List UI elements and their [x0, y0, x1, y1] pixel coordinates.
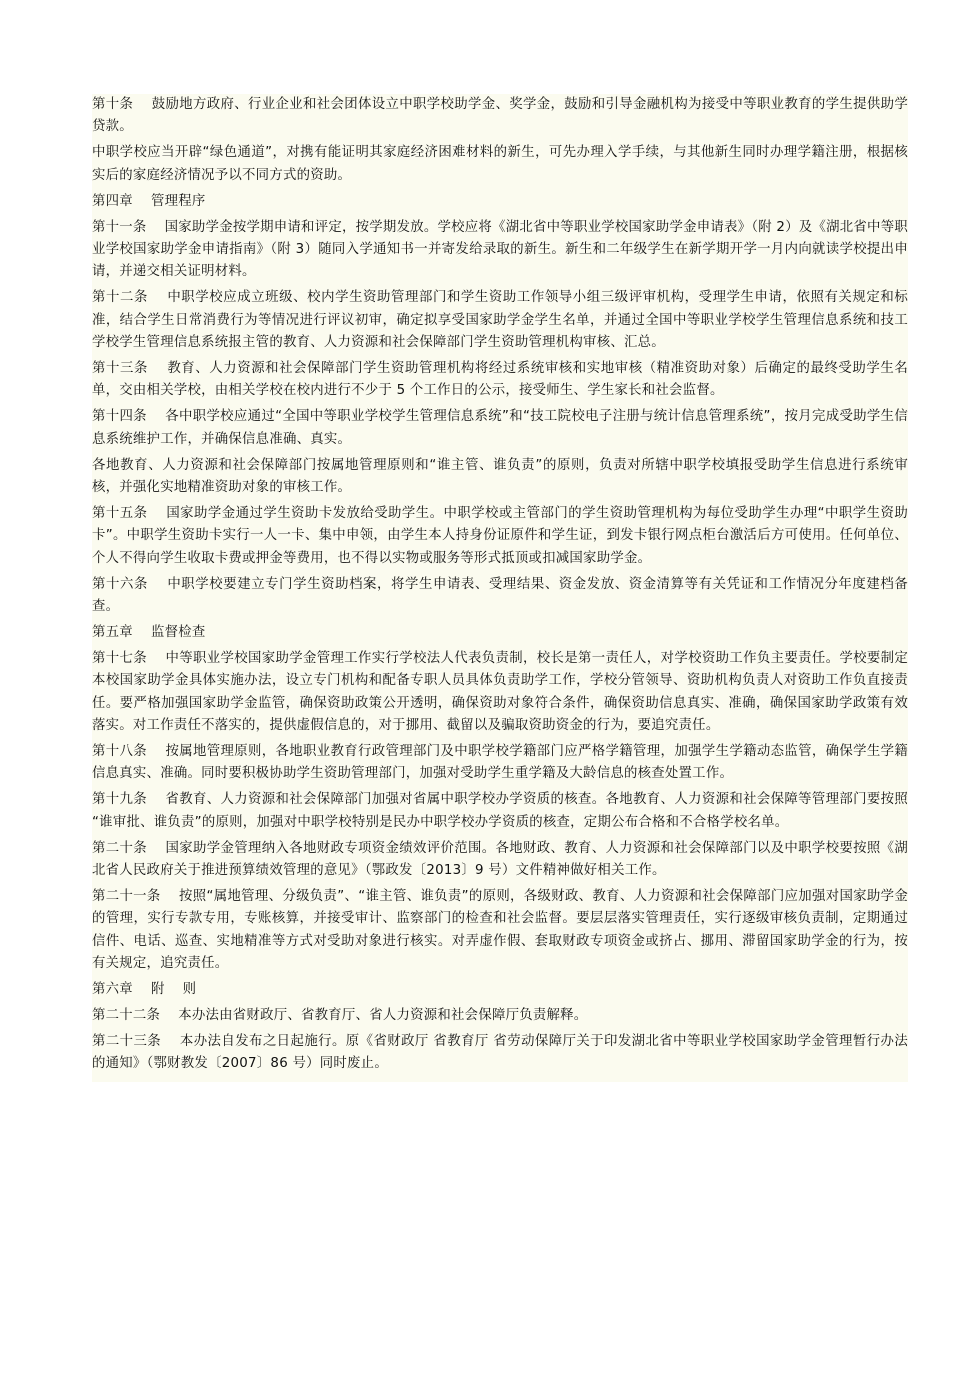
green-channel-paragraph: 中职学校应当开辟“绿色通道”，对携有能证明其家庭经济困难材料的新生，可先办理入学手续，与其他新生同时办理学籍注册，根据核实后的家庭经济情况予以不同方式的资助。: [92, 145, 908, 183]
article-17: 第十七条 中等职业学校国家助学金管理工作实行学校法人代表负责制，校长是第一责任人，对学校资助工作负主要责任。学校要制定本校国家助学金具体实施办法，设立专门机构和配备专职人员具体负责助学工作，学校分管领导、资助机构负责人对资助工作负直接责任。要严格加强国家助学金监管，确保资助政策公开透明，确保资助对象符合条件，确保资助信息真实、准确，确保国家助学政策有效落实。对工作责任不落实的，提供虚假信息的，对于挪用、截留以及骗取资助资金的行为，要追究责任。: [92, 650, 908, 734]
document-body: [92, 94, 913, 1082]
article-19: 第十九条 省教育、人力资源和社会保障部门加强对省属中职学校办学资质的核查。各地教育、人力资源和社会保障等管理部门要按照 “谁审批、谁负责”的原则，加强对中职学校特别是民办中职学校办学资质的核查，定期公布合格和不合格学校名单。: [92, 792, 913, 830]
article-16: 第十六条 中职学校要建立专门学生资助档案，将学生申请表、受理结果、资金发放、资金清算等有关凭证和工作情况分年度建档备查。: [92, 576, 908, 615]
article-20: 第二十条 国家助学金管理纳入各地财政专项资金绩效评价范围。各地财政、教育、人力资源和社会保障部门以及中职学校要按照《湖北省人民政府关于推进预算绩效管理的意见》（鄂政发〔2013〕9 号）文件精神做好相关工作。: [92, 840, 908, 878]
article-13: 第十三条 教育、人力资源和社会保障部门学生资助管理机构将经过系统审核和实地审核（精准资助对象）后确定的最终受助学生名单，交由相关学校，由相关学校在校内进行不少于 5 个工作日的公示，接受师生、学生家长和社会监督。: [92, 360, 908, 399]
article-18: 第十八条 按属地管理原则，各地职业教育行政管理部门及中职学校学籍部门应严格学籍管理，加强学生学籍动态监管，确保学生学籍信息真实、准确。同时要积极协助学生资助管理部门，加强对受助学生重学籍及大龄信息的核查处置工作。: [92, 743, 908, 782]
chapter-6-heading: 第六章 附 则: [92, 982, 197, 998]
chapter-5-heading: 第五章 监督检查: [92, 624, 206, 640]
local-review-paragraph: 各地教育、人力资源和社会保障部门按属地管理原则和“谁主管、谁负责”的原则，负责对所辖中职学校填报受助学生信息进行系统审核，并强化实地精准资助对象的审核工作。: [92, 457, 908, 495]
article-15: 第十五条 国家助学金通过学生资助卡发放给受助学生。中职学校或主管部门的学生资助管理机构为每位受助学生办理“中职学生资助卡”。中职学生资助卡实行一人一卡、集中申领，由学生本人持身份证原件和学生证，到发卡银行网点柜台激活后方可使用。任何单位、个人不得向学生收取卡费或押金等费用，也不得以实物或服务等形式抵顶或扣减国家助学金。: [92, 505, 908, 566]
chapter-4-heading: 第四章 管理程序: [92, 193, 206, 209]
article-14: 第十四条 各中职学校应通过“全国中等职业学校学生管理信息系统”和“技工院校电子注册与统计信息管理系统”，按月完成受助学生信息系统维护工作，并确保信息准确、真实。: [92, 409, 908, 447]
article-23: 第二十三条 本办法自发布之日起施行。原《省财政厅 省教育厅 省劳动保障厅关于印发湖北省中等职业学校国家助学金管理暂行办法的通知》（鄂财教发〔2007〕86 号）同时废止。: [92, 1033, 908, 1072]
article-12: 第十二条 中职学校应成立班级、校内学生资助管理部门和学生资助工作领导小组三级评审机构，受理学生申请，依照有关规定和标准，结合学生日常消费行为等情况进行评议初审，确定拟享受国家助学金学生名单，并通过全国中等职业学校学生管理信息系统和技工学校学生管理信息系统报主管的教育、人力资源和社会保障部门学生资助管理机构审核、汇总。: [92, 290, 908, 351]
article-11: 第十一条 国家助学金按学期申请和评定，按学期发放。学校应将《湖北省中等职业学校国家助学金申请表》（附 2）及《湖北省中等职业学校国家助学金申请指南》（附 3）随同入学通知书一并寄发给录取的新生。新生和二年级学生在新学期开学一月内向就读学校提出申请，并递交相关证明材料。: [92, 219, 908, 280]
article-21: 第二十一条 按照“属地管理、分级负责”、“谁主管、谁负责”的原则，各级财政、教育、人力资源和社会保障部门应加强对国家助学金的管理，实行专款专用，专账核算，并接受审计、监察部门的检查和社会监督。要层层落实管理责任，实行逐级审核负责制，定期通过信件、电话、巡查、实地精准等方式对受助对象进行核实。对弄虚作假、套取财政专项资金或挤占、挪用、滞留国家助学金的行为，按有关规定，追究责任。: [92, 888, 908, 972]
article-10: 第十条 鼓励地方政府、行业企业和社会团体设立中职学校助学金、奖学金，鼓励和引导金融机构为接受中等职业教育的学生提供助学贷款。: [92, 97, 908, 135]
article-22: 第二十二条 本办法由省财政厅、省教育厅、省人力资源和社会保障厅负责解释。: [92, 1007, 588, 1023]
